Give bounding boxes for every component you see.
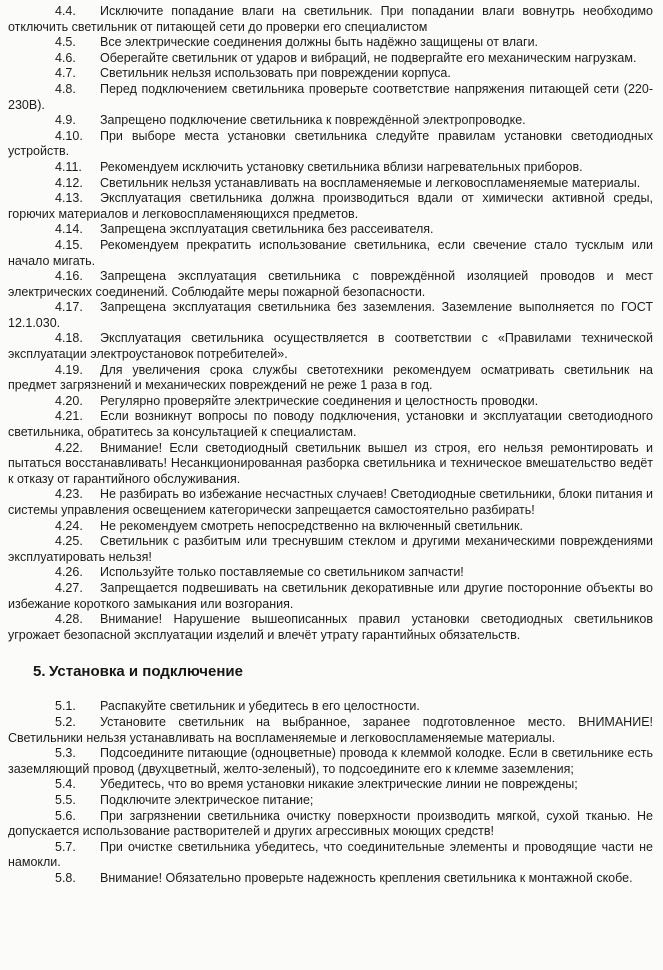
paragraph-item [8, 441, 653, 488]
paragraph-item [8, 409, 653, 440]
paragraph-item [8, 160, 653, 176]
paragraph-number: 4.17. [55, 300, 83, 315]
paragraph-item [8, 699, 653, 715]
paragraph-number: 4.7. [55, 66, 76, 81]
paragraph-item [8, 777, 653, 793]
paragraph-item [8, 612, 653, 643]
paragraph-number: 4.9. [55, 113, 76, 128]
paragraph-text: Рекомендуем прекратить использование светильника, если свечение стало тусклым или начало мигать. [8, 237, 653, 268]
paragraph-number: 4.14. [55, 222, 83, 237]
paragraph-number: 4.24. [55, 518, 83, 533]
paragraph-text: Внимание! Обязательно проверьте надежность крепления светильника к монтажной скобе. [100, 870, 633, 885]
paragraph-item [8, 809, 653, 840]
paragraph-text: Перед подключением светильника проверьте соответствие напряжения питающей сети (220-230В). [8, 81, 653, 112]
section-5-heading [33, 663, 653, 681]
paragraph-item [8, 534, 653, 565]
paragraph-item [8, 238, 653, 269]
paragraph-item [8, 715, 653, 746]
paragraph-item [8, 129, 653, 160]
paragraph-number: 5.4. [55, 777, 76, 792]
paragraph-number: 5.7. [55, 839, 76, 854]
paragraph-text: Все электрические соединения должны быть надёжно защищены от влаги. [100, 35, 539, 50]
paragraph-number: 5.1. [55, 699, 76, 714]
paragraph-text: Запрещено подключение светильника к повреждённой электропроводке. [100, 113, 526, 128]
paragraph-number: 5.2. [55, 714, 76, 729]
paragraph-item [8, 519, 653, 535]
paragraph-number: 4.16. [55, 269, 83, 284]
paragraph-item [8, 82, 653, 113]
paragraph-number: 4.20. [55, 393, 83, 408]
paragraph-number: 4.8. [55, 81, 76, 96]
paragraph-number: 5.8. [55, 870, 76, 885]
paragraph-number: 4.15. [55, 237, 83, 252]
paragraph-number: 4.5. [55, 35, 76, 50]
paragraph-item [8, 113, 653, 129]
paragraph-text: При очистке светильника убедитесь, что соединительные элементы и проводящие части не намокли. [8, 839, 653, 870]
paragraph-item [8, 4, 653, 35]
paragraph-text: Подсоедините питающие (одноцветные) провода к клеммой колодке. Если в светильнике есть заземляющий провод (двухцветный, желто-зеленый), то подсоедините его к клемме заземления; [8, 746, 653, 776]
paragraph-number: 4.18. [55, 331, 83, 346]
paragraph-text: Оберегайте светильник от ударов и вибраций, не подвергайте его механическим нагрузкам. [100, 50, 637, 65]
paragraph-text: Внимание! Если светодиодный светильник вышел из строя, его нельзя ремонтировать и пытаться восстанавливать! Несанкционированная разборка светильника и техническое вмешательство ведёт к отказу от гарантийного обслуживания. [8, 440, 653, 486]
paragraph-item [8, 840, 653, 871]
paragraph-text: Светильник нельзя использовать при повреждении корпуса. [100, 66, 451, 81]
paragraph-number: 4.11. [55, 159, 82, 174]
paragraph-text: Подключите электрическое питание; [100, 792, 314, 807]
paragraph-text: Светильник нельзя устанавливать на воспламеняемые и легковоспламеняемые материалы. [100, 175, 641, 190]
paragraph-number: 5.6. [55, 808, 76, 823]
paragraph-item [8, 363, 653, 394]
paragraph-item [8, 565, 653, 581]
paragraph-number: 4.25. [55, 534, 83, 549]
paragraph-text: При выборе места установки светильника следуйте правилам установки светодиодных устройств. [8, 128, 653, 159]
paragraph-text: Не разбирать во избежание несчастных случаев! Светодиодные светильники, блоки питания и системы управления освещением категорически запрещается самостоятельно разбирать! [8, 487, 653, 517]
section-4-list [8, 4, 653, 643]
paragraph-item [8, 300, 653, 331]
paragraph-number: 4.10. [55, 128, 83, 143]
paragraph-item [8, 487, 653, 518]
paragraph-text: Запрещена эксплуатация светильника без заземления. Заземление выполняется по ГОСТ 12.1.030. [8, 300, 653, 330]
paragraph-text: Светильник с разбитым или треснувшим стеклом и другими механическими повреждениями эксплуатировать нельзя! [8, 534, 653, 564]
paragraph-number: 4.26. [55, 565, 83, 580]
paragraph-text: Рекомендуем исключить установку светильника вблизи нагревательных приборов. [100, 159, 583, 174]
paragraph-item [8, 793, 653, 809]
paragraph-item [8, 581, 653, 612]
section-5-heading-title: Установка и подключение [49, 663, 243, 681]
paragraph-number: 4.22. [55, 440, 83, 455]
paragraph-item [8, 35, 653, 51]
paragraph-text: Убедитесь, что во время установки никакие электрические линии не повреждены; [100, 777, 578, 792]
paragraph-text: Установите светильник на выбранное, заранее подготовленное место. ВНИМАНИЕ! Светильники нельзя устанавливать на воспламеняемые и легковоспламеняемые материалы. [8, 714, 653, 745]
paragraph-item [8, 331, 653, 362]
paragraph-text: Запрещена эксплуатация светильника с повреждённой изоляцией проводов и мест электрических соединений. Соблюдайте меры пожарной безопасности. [8, 269, 653, 299]
paragraph-number: 4.13. [55, 191, 83, 206]
paragraph-item [8, 51, 653, 67]
paragraph-text: Исключите попадание влаги на светильник. При попадании влаги вовнутрь необходимо отключить светильник от питающей сети до проверки его специалистом [8, 4, 653, 34]
paragraph-item [8, 746, 653, 777]
paragraph-number: 4.4. [55, 4, 76, 18]
section-5-heading-number: 5. [33, 663, 46, 681]
paragraph-text: Эксплуатация светильника должна производиться вдали от химически активной среды, горючих материалов и легковоспламеняющихся предметов. [8, 191, 653, 221]
paragraph-text: Для увеличения срока службы светотехники рекомендуем осматривать светильник на предмет загрязнений и механических повреждений не реже 1 раза в год. [8, 362, 653, 393]
paragraph-item [8, 871, 653, 887]
paragraph-number: 4.28. [55, 612, 83, 627]
paragraph-number: 4.23. [55, 487, 83, 502]
paragraph-item [8, 269, 653, 300]
paragraph-text: Внимание! Нарушение вышеописанных правил установки светодиодных светильников угрожает безопасной эксплуатации изделий и влечёт утрату гарантийных обязательств. [8, 612, 653, 642]
paragraph-text: Если возникнут вопросы по поводу подключения, установки и эксплуатации светодиодного светильника, обратитесь за консультацией к специалистам. [8, 409, 653, 440]
paragraph-text: Эксплуатация светильника осуществляется в соответствии с «Правилами технической эксплуатации электроустановок потребителей». [8, 331, 653, 362]
paragraph-number: 4.6. [55, 50, 76, 65]
paragraph-number: 5.3. [55, 746, 76, 761]
paragraph-text: Запрещается подвешивать на светильник декоративные или другие посторонние объекты во избежание короткого замыкания или возгорания. [8, 580, 653, 611]
paragraph-text: Регулярно проверяйте электрические соединения и целостность проводки. [100, 393, 539, 408]
paragraph-item [8, 176, 653, 192]
paragraph-text: Запрещена эксплуатация светильника без рассеивателя. [100, 222, 434, 237]
paragraph-text: При загрязнении светильника очистку поверхности производить мягкой, сухой тканью. Не допускается использование растворителей и других агрессивных моющих средств! [8, 808, 653, 839]
paragraph-item [8, 191, 653, 222]
paragraph-number: 5.5. [55, 792, 76, 807]
paragraph-item [8, 222, 653, 238]
paragraph-text: Используйте только поставляемые со светильником запчасти! [100, 565, 464, 580]
paragraph-number: 4.19. [55, 362, 83, 377]
paragraph-number: 4.21. [55, 409, 83, 424]
paragraph-text: Распакуйте светильник и убедитесь в его целостности. [100, 699, 420, 714]
paragraph-text: Не рекомендуем смотреть непосредственно на включенный светильник. [100, 518, 523, 533]
paragraph-number: 4.27. [55, 580, 83, 595]
section-5-list [8, 699, 653, 886]
paragraph-item [8, 66, 653, 82]
paragraph-item [8, 394, 653, 410]
paragraph-number: 4.12. [55, 175, 83, 190]
